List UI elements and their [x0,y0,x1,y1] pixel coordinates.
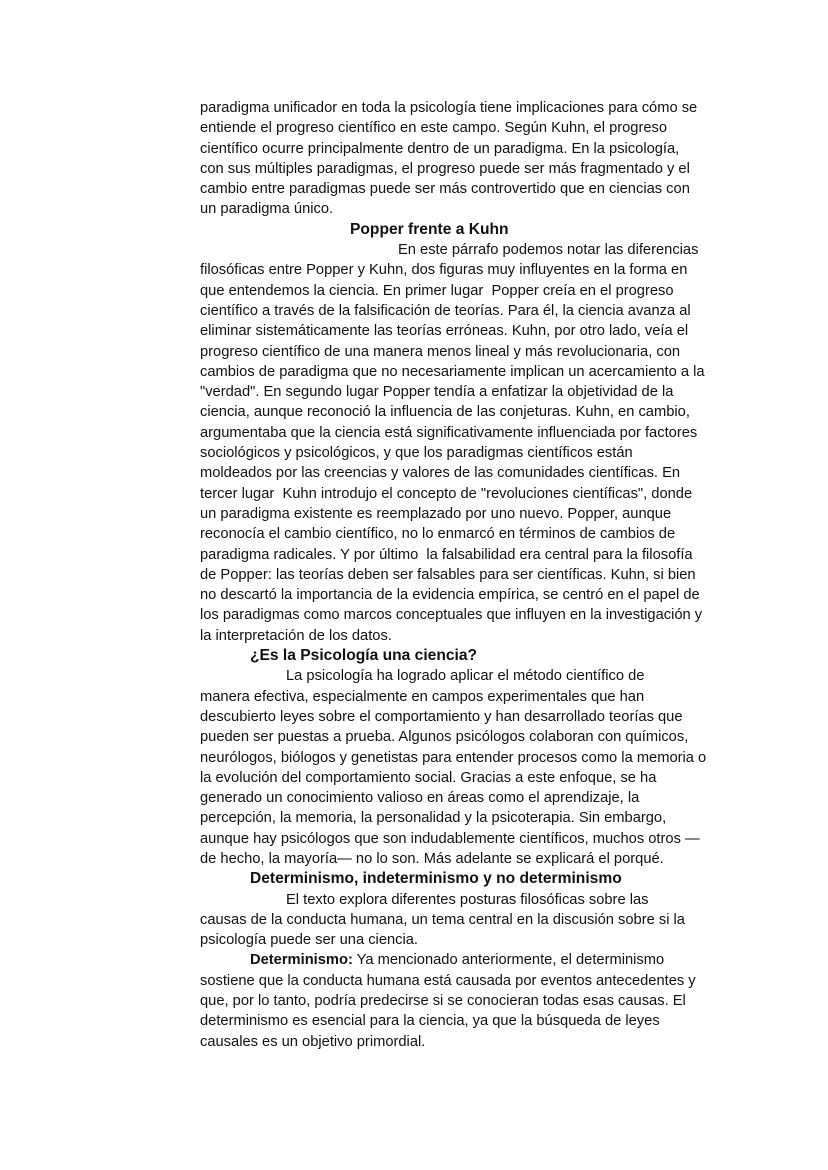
text-line: neurólogos, biólogos y genetistas para entender procesos como la memoria o [200,749,707,766]
text-line: eliminar sistemáticamente las teorías erróneas. Kuhn, por otro lado, veía el [200,323,689,340]
text-line: progreso científico de una manera menos lineal y más revolucionaria, con [200,343,681,360]
text-line: generado un conocimiento valioso en áreas como el aprendizaje, la [200,790,640,807]
heading-psicologia-ciencia: ¿Es la Psicología una ciencia? [250,647,478,665]
text-line: aunque hay psicólogos que son indudablemente científicos, muchos otros — [200,830,700,847]
text-line: ciencia, aunque reconoció la influencia de las conjeturas. Kuhn, en cambio, [200,404,690,421]
text-line: entiende el progreso científico en este campo. Según Kuhn, el progreso [200,120,668,137]
text-line: pueden ser puestas a prueba. Algunos psicólogos colaboran con químicos, [200,729,689,746]
intro-paragraph [200,98,730,220]
text-line: determinismo es esencial para la ciencia, ya que la búsqueda de leyes [200,1013,660,1030]
text-line: descubierto leyes sobre el comportamiento y han desarrollado teorías que [200,708,683,725]
text-line: sociológicos y psicológicos, y que los paradigmas científicos están [200,445,633,462]
ciencia-paragraph [200,666,730,869]
text-line: reconocía el cambio científico, no lo enmarcó en términos de cambios de [200,526,676,543]
document-body [200,98,730,1052]
text-line: manera efectiva, especialmente en campos experimentales que han [200,688,645,705]
text-line [200,950,730,970]
text-line: causas de la conducta humana, un tema central en la discusión sobre si la [200,911,685,928]
text-line: que, por lo tanto, podría predecirse si se conocieran todas esas causas. El [200,993,686,1010]
text-line: científico ocurre principalmente dentro de un paradigma. En la psicología, [200,140,680,157]
text-line: tercer lugar Kuhn introdujo el concepto de "revoluciones científicas", donde [200,485,693,502]
text-line: paradigma radicales. Y por último la falsabilidad era central para la filosofía [200,546,693,563]
determinismo-intro-paragraph [200,890,730,951]
text-line: que entendemos la ciencia. En primer lugar Popper creía en el progreso [200,282,674,299]
determinismo-definition-paragraph [200,950,730,1051]
text-line: los paradigmas como marcos conceptuales que influyen en la investigación y [200,607,703,624]
text-line: de hecho, la mayoría— no lo son. Más adelante se explicará el porqué. [200,850,664,867]
popper-paragraph [200,240,730,646]
text-line: no descartó la importancia de la evidencia empírica, se centró en el papel de [200,587,700,604]
text-line: percepción, la memoria, la personalidad y la psicoterapia. Sin embargo, [200,810,667,827]
text-line: de Popper: las teorías deben ser falsables para ser científicas. Kuhn, si bien [200,566,696,583]
text-line: con sus múltiples paradigmas, el progreso puede ser más fragmentado y el [200,160,690,177]
text-line: "verdad". En segundo lugar Popper tendía a enfatizar la objetividad de la [200,384,674,401]
text-line: La psicología ha logrado aplicar el método científico de [286,668,645,685]
heading-popper-kuhn: Popper frente a Kuhn [350,220,509,238]
definition-text: Ya mencionado anteriormente, el determinismo [352,952,665,969]
text-line: argumentaba que la ciencia está significativamente influenciada por factores [200,424,698,441]
term-determinismo: Determinismo: [250,952,353,969]
text-line: la interpretación de los datos. [200,627,392,644]
text-line: cambio entre paradigmas puede ser más controvertido que en ciencias con [200,181,690,198]
text-line: cambios de paradigma que no necesariamente implican un acercamiento a la [200,363,705,380]
text-line: un paradigma único. [200,201,334,218]
text-line: paradigma unificador en toda la psicología tiene implicaciones para cómo se [200,100,698,116]
text-line: sostiene que la conducta humana está causada por eventos antecedentes y [200,972,696,989]
text-line: filosóficas entre Popper y Kuhn, dos figuras muy influyentes en la forma en [200,262,688,279]
text-line: la evolución del comportamiento social. Gracias a este enfoque, se ha [200,769,657,786]
text-line: psicología puede ser una ciencia. [200,932,419,949]
text-line: El texto explora diferentes posturas filosóficas sobre las [286,891,649,908]
text-line: científico a través de la falsificación de teorías. Para él, la ciencia avanza al [200,302,691,319]
text-line: un paradigma existente es reemplazado por uno nuevo. Popper, aunque [200,505,672,522]
text-line: moldeados por las creencias y valores de las comunidades científicas. En [200,465,681,482]
heading-determinismo: Determinismo, indeterminismo y no determinismo [250,870,622,888]
text-line: causales es un objetivo primordial. [200,1033,426,1050]
text-line: En este párrafo podemos notar las diferencias [398,242,699,259]
